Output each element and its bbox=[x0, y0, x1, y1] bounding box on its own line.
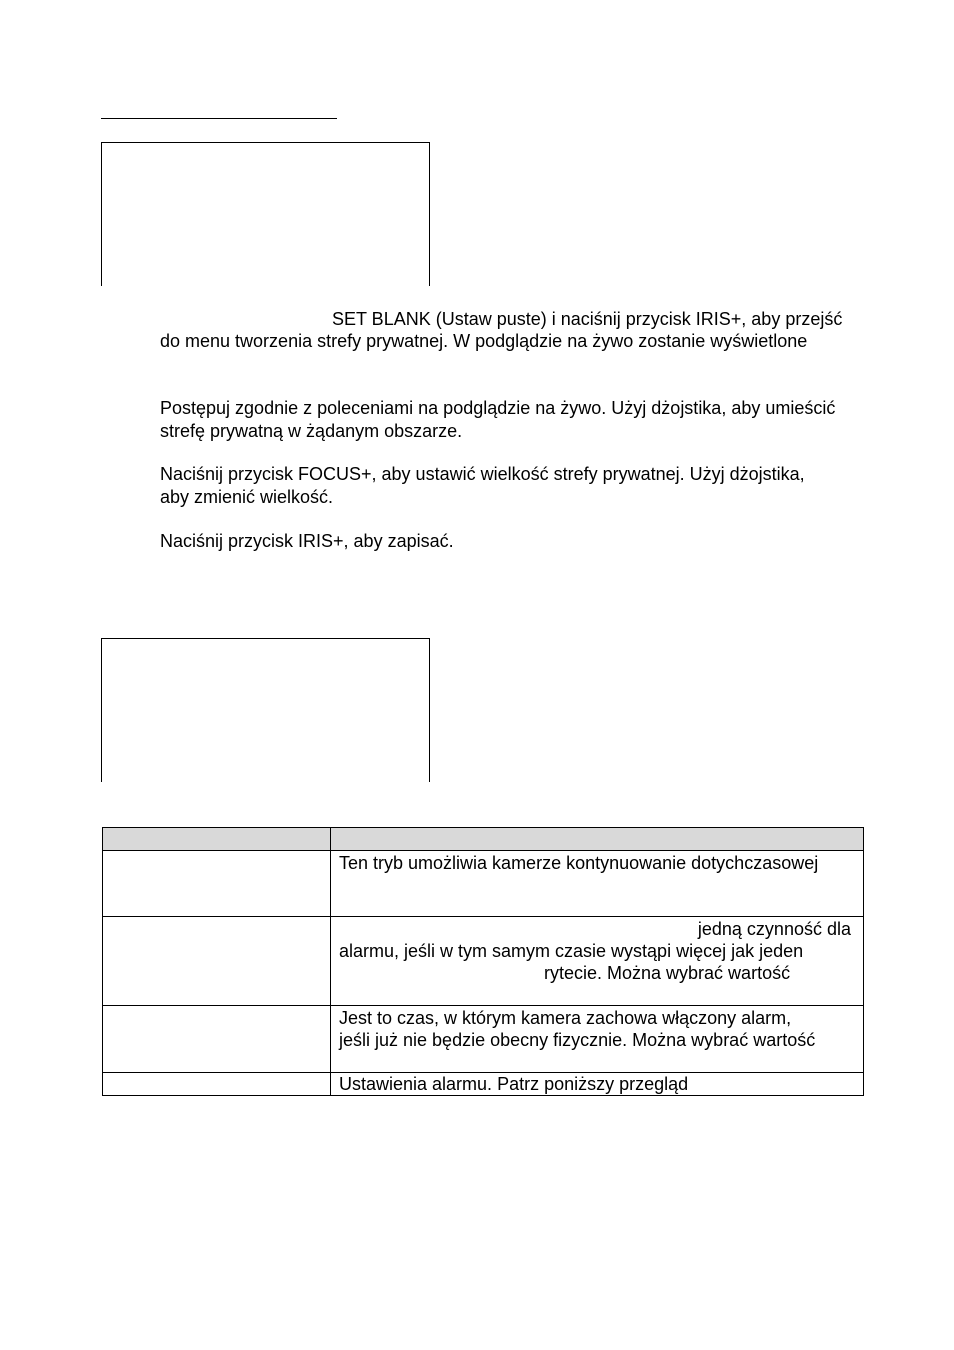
menu-screenshot-frame-2 bbox=[101, 638, 430, 782]
table-row-description bbox=[331, 917, 864, 1006]
table-row bbox=[103, 917, 864, 1006]
table-row-label bbox=[103, 917, 331, 1006]
description-line: rytecie. Można wybrać wartość bbox=[544, 963, 791, 983]
section-heading-rule bbox=[101, 118, 337, 119]
table-header-row bbox=[103, 828, 864, 851]
table-row-label bbox=[103, 1006, 331, 1073]
description-line: Ten tryb umożliwia kamerze kontynuowanie dotychczasowej bbox=[339, 853, 819, 873]
paragraph-size-line2: aby zmienić wielkość. bbox=[160, 487, 334, 507]
table-row bbox=[103, 1073, 864, 1096]
description-line: jeśli już nie będzie obecny fizycznie. Można wybrać wartość bbox=[339, 1030, 816, 1050]
table-row-description bbox=[331, 851, 864, 917]
menu-screenshot-frame-1 bbox=[101, 142, 430, 286]
description-line: jedną czynność dla bbox=[697, 919, 851, 939]
description-line: alarmu, jeśli w tym samym czasie wystąpi więcej jak jeden bbox=[339, 941, 804, 961]
table-row-description bbox=[331, 1006, 864, 1073]
paragraph-set-blank-line2: do menu tworzenia strefy prywatnej. W podglądzie na żywo zostanie wyświetlone bbox=[160, 331, 808, 351]
description-line: Jest to czas, w którym kamera zachowa włączony alarm, bbox=[339, 1008, 792, 1028]
alarm-settings-table bbox=[102, 827, 864, 1096]
paragraph-position-line1: Postępuj zgodnie z poleceniami na podglądzie na żywo. Użyj dżojstika, aby umieścić bbox=[160, 398, 836, 418]
table-row bbox=[103, 851, 864, 917]
description-line: Ustawienia alarmu. Patrz poniższy przegląd bbox=[339, 1074, 689, 1094]
table-row-description bbox=[331, 1073, 864, 1096]
table-header-cell bbox=[331, 828, 864, 851]
paragraph-position-line2: strefę prywatną w żądanym obszarze. bbox=[160, 421, 463, 441]
paragraph-size-line1: Naciśnij przycisk FOCUS+, aby ustawić wielkość strefy prywatnej. Użyj dżojstika, bbox=[160, 464, 805, 484]
table-row-label bbox=[103, 851, 331, 917]
paragraph-set-blank-line1: SET BLANK (Ustaw puste) i naciśnij przycisk IRIS+, aby przejść bbox=[332, 309, 843, 329]
paragraph-save: Naciśnij przycisk IRIS+, aby zapisać. bbox=[160, 531, 454, 551]
table-row bbox=[103, 1006, 864, 1073]
table-header-cell bbox=[103, 828, 331, 851]
table-row-label bbox=[103, 1073, 331, 1096]
